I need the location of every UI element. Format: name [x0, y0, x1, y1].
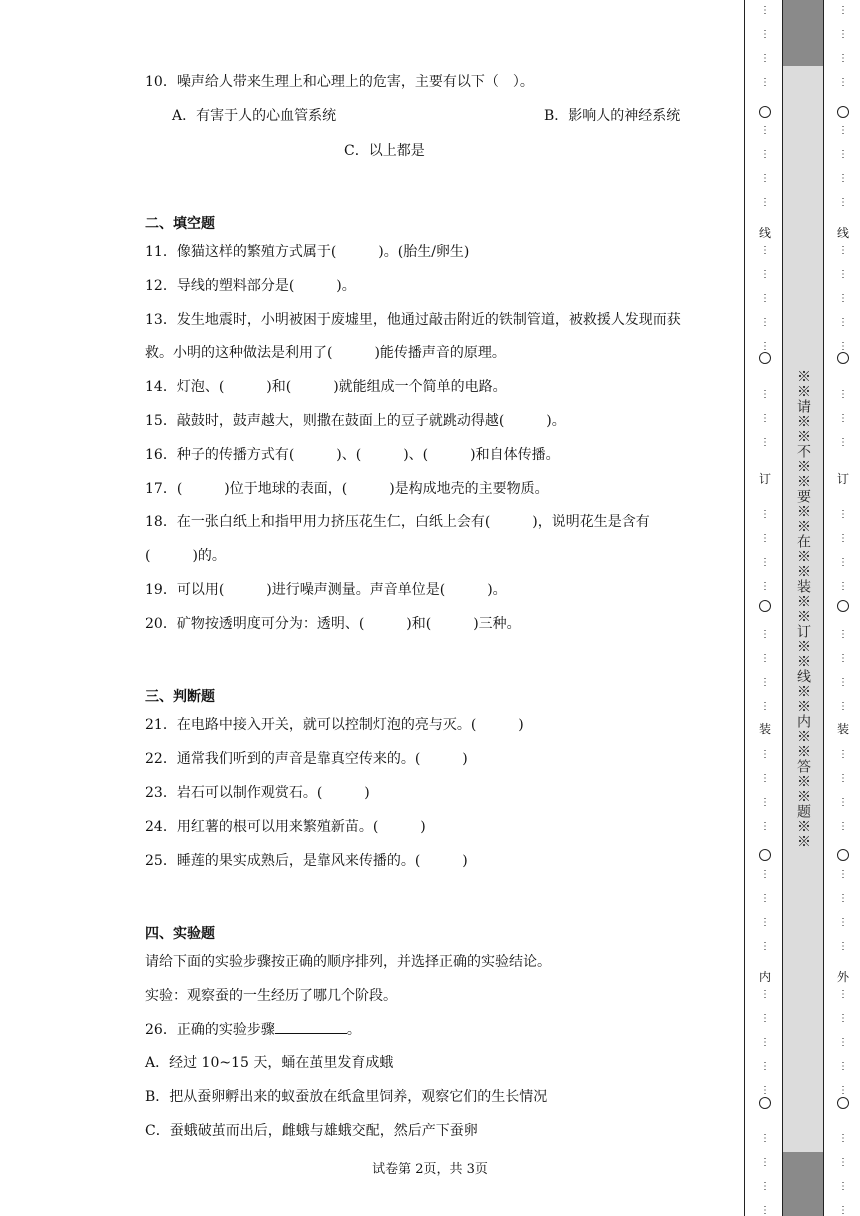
- binding-dots: ⋮: [760, 509, 770, 520]
- binding-dots: ⋮: [760, 677, 770, 688]
- binding-dots: ⋮: [838, 1085, 848, 1096]
- binding-dots: ⋮: [760, 125, 770, 136]
- binding-dots: ⋮: [760, 701, 770, 712]
- binding-dots: ⋮: [760, 173, 770, 184]
- binding-border-left: [744, 0, 745, 1216]
- binding-dots: ⋮: [760, 1061, 770, 1072]
- binding-dots: ⋮: [838, 245, 848, 256]
- question-10-stem: 10．噪声给人带来生理上和心理上的危害，主要有以下（ ）。: [145, 74, 534, 90]
- binding-dots: ⋮: [838, 1037, 848, 1048]
- page-footer: 试卷第 2页，共 3页: [372, 1162, 488, 1177]
- binding-dots: ⋮: [760, 53, 770, 64]
- question-24: 24．用红薯的根可以用来繁殖新苗。( ): [145, 819, 426, 835]
- binding-dots: ⋮: [760, 1085, 770, 1096]
- binding-outer-column: [832, 0, 854, 1216]
- binding-dots: ⋮: [760, 413, 770, 424]
- binding-dots: ⋮: [838, 1061, 848, 1072]
- binding-dots: ⋮: [838, 293, 848, 304]
- binding-dots: ⋮: [760, 1013, 770, 1024]
- experiment-step-c: C．蚕蛾破茧而出后，雌蛾与雄蛾交配，然后产下蚕卵: [145, 1123, 478, 1139]
- experiment-instruction: 请给下面的实验步骤按正确的顺序排列，并选择正确的实验结论。: [145, 954, 551, 970]
- experiment-step-b: B．把从蚕卵孵出来的蚁蚕放在纸盒里饲养，观察它们的生长情况: [145, 1089, 548, 1105]
- binding-dots: ⋮: [838, 341, 848, 352]
- binding-dots: ⋮: [760, 389, 770, 400]
- binding-dots: ⋮: [838, 797, 848, 808]
- question-22: 22．通常我们听到的声音是靠真空传来的。( ): [145, 751, 468, 767]
- binding-dots: ⋮: [838, 1013, 848, 1024]
- question-10-option-b: B．影响人的神经系统: [544, 108, 681, 124]
- question-20: 20．矿物按透明度可分为：透明、( )和( )三种。: [145, 616, 521, 632]
- binding-dots: ⋮: [760, 269, 770, 280]
- binding-dots: ⋮: [760, 773, 770, 784]
- experiment-description: 实验：观察蚕的一生经历了哪几个阶段。: [145, 988, 397, 1004]
- binding-dots: ⋮: [838, 29, 848, 40]
- binding-char-ding: 订: [758, 472, 771, 486]
- binding-dots: ⋮: [838, 5, 848, 16]
- question-21: 21．在电路中接入开关，就可以控制灯泡的亮与灭。( ): [145, 717, 524, 733]
- question-23: 23．岩石可以制作观赏石。( ): [145, 785, 370, 801]
- binding-dots: ⋮: [760, 1037, 770, 1048]
- question-10-option-c: C．以上都是: [344, 143, 425, 159]
- binding-dots: ⋮: [838, 317, 848, 328]
- question-18-line1: 18．在一张白纸上和指甲用力挤压花生仁，白纸上会有( )，说明花生是含有: [145, 514, 650, 530]
- question-17: 17．( )位于地球的表面，( )是构成地壳的主要物质。: [145, 481, 549, 497]
- binding-dots: ⋮: [838, 581, 848, 592]
- binding-dots: ⋮: [838, 557, 848, 568]
- experiment-step-a: A．经过 10~15 天，蛹在茧里发育成蛾: [145, 1055, 394, 1071]
- binding-dots: ⋮: [760, 1181, 770, 1192]
- binding-circle: [759, 1097, 771, 1109]
- question-16: 16．种子的传播方式有( )、( )、( )和自体传播。: [145, 447, 560, 463]
- binding-char-zhuang: 装: [836, 722, 849, 736]
- binding-dots: ⋮: [838, 701, 848, 712]
- binding-dots: ⋮: [760, 749, 770, 760]
- binding-dots: ⋮: [838, 533, 848, 544]
- binding-circle: [759, 849, 771, 861]
- binding-dots: ⋮: [838, 917, 848, 928]
- binding-dots: ⋮: [838, 77, 848, 88]
- binding-dots: ⋮: [838, 749, 848, 760]
- binding-circle: [837, 106, 849, 118]
- binding-dots: ⋮: [838, 773, 848, 784]
- answer-blank: [275, 1019, 347, 1034]
- binding-dots: ⋮: [760, 917, 770, 928]
- question-26-end: 。: [346, 1022, 361, 1038]
- binding-dots: ⋮: [838, 1157, 848, 1168]
- binding-char-wai: 外: [836, 970, 849, 984]
- binding-dots: ⋮: [838, 629, 848, 640]
- binding-dots: ⋮: [760, 293, 770, 304]
- question-26: [145, 1019, 361, 1040]
- binding-dots: ⋮: [760, 893, 770, 904]
- binding-dots: ⋮: [760, 653, 770, 664]
- question-11: 11．像猫这样的繁殖方式属于( )。(胎生/卵生): [145, 244, 470, 260]
- question-26-stem: 26．正确的实验步骤: [145, 1022, 275, 1038]
- binding-warning: [783, 66, 823, 1152]
- binding-dots: ⋮: [838, 269, 848, 280]
- question-12: 12．导线的塑料部分是( )。: [145, 278, 356, 294]
- binding-dots: ⋮: [760, 1157, 770, 1168]
- question-10-option-a: A．有害于人的心血管系统: [172, 108, 337, 124]
- question-13-line2: 救。小明的这种做法是利用了( )能传播声音的原理。: [145, 345, 506, 361]
- binding-circle: [759, 352, 771, 364]
- binding-dots: ⋮: [838, 653, 848, 664]
- binding-dots: ⋮: [838, 437, 848, 448]
- binding-dots: ⋮: [760, 197, 770, 208]
- binding-dots: ⋮: [760, 557, 770, 568]
- binding-dots: ⋮: [838, 1181, 848, 1192]
- binding-dots: ⋮: [838, 53, 848, 64]
- binding-dots: ⋮: [838, 149, 848, 160]
- binding-circle: [837, 600, 849, 612]
- binding-circle: [837, 849, 849, 861]
- binding-dots: ⋮: [760, 77, 770, 88]
- binding-circle: [837, 352, 849, 364]
- binding-dots: ⋮: [760, 1205, 770, 1216]
- binding-dots: ⋮: [760, 797, 770, 808]
- binding-dots: ⋮: [760, 29, 770, 40]
- binding-dots: ⋮: [838, 941, 848, 952]
- binding-dots: ⋮: [760, 1133, 770, 1144]
- binding-dots: ⋮: [838, 413, 848, 424]
- binding-warning-text: ※※请※※不※※要※※在※※装※※订※※线※※内※※答※※题※※: [795, 369, 811, 849]
- binding-circle: [759, 600, 771, 612]
- binding-dots: ⋮: [760, 341, 770, 352]
- binding-dots: ⋮: [838, 1205, 848, 1216]
- binding-dots: ⋮: [760, 317, 770, 328]
- section-experiment-heading: 四、实验题: [145, 926, 215, 942]
- binding-border-mid-right: [823, 0, 824, 1216]
- binding-dots: ⋮: [838, 821, 848, 832]
- question-19: 19．可以用( )进行噪声测量。声音单位是( )。: [145, 582, 507, 598]
- binding-char-nei: 内: [758, 970, 771, 984]
- binding-dots: ⋮: [760, 869, 770, 880]
- binding-dots: ⋮: [838, 677, 848, 688]
- binding-dots: ⋮: [838, 869, 848, 880]
- binding-gray-bottom: [783, 1152, 823, 1216]
- binding-char-ding: 订: [836, 472, 849, 486]
- question-13-line1: 13．发生地震时，小明被困于废墟里，他通过敲击附近的铁制管道，被救援人发现而获: [145, 312, 681, 328]
- question-25: 25．睡莲的果实成熟后，是靠风来传播的。( ): [145, 853, 468, 869]
- binding-char-zhuang: 装: [758, 722, 771, 736]
- question-15: 15．敲鼓时，鼓声越大，则撒在鼓面上的豆子就跳动得越( )。: [145, 413, 566, 429]
- binding-dots: ⋮: [838, 893, 848, 904]
- binding-dots: ⋮: [760, 989, 770, 1000]
- binding-circle: [837, 1097, 849, 1109]
- binding-dots: ⋮: [838, 197, 848, 208]
- binding-char-xian: 线: [836, 226, 849, 240]
- binding-dots: ⋮: [838, 173, 848, 184]
- binding-dots: ⋮: [760, 245, 770, 256]
- binding-dots: ⋮: [838, 1133, 848, 1144]
- binding-dots: ⋮: [838, 509, 848, 520]
- section-judgement-heading: 三、判断题: [145, 689, 215, 705]
- binding-gray-top: [783, 0, 823, 66]
- binding-inner-column: [754, 0, 776, 1216]
- binding-dots: ⋮: [760, 821, 770, 832]
- binding-dots: ⋮: [760, 941, 770, 952]
- binding-dots: ⋮: [760, 5, 770, 16]
- binding-dots: ⋮: [760, 437, 770, 448]
- binding-dots: ⋮: [760, 581, 770, 592]
- binding-dots: ⋮: [760, 149, 770, 160]
- binding-circle: [759, 106, 771, 118]
- binding-dots: ⋮: [760, 533, 770, 544]
- binding-dots: ⋮: [838, 389, 848, 400]
- binding-dots: ⋮: [838, 989, 848, 1000]
- question-14: 14．灯泡、( )和( )就能组成一个简单的电路。: [145, 379, 507, 395]
- section-fill-in-heading: 二、填空题: [145, 216, 215, 232]
- question-18-line2: ( )的。: [145, 548, 226, 564]
- binding-dots: ⋮: [760, 629, 770, 640]
- binding-char-xian: 线: [758, 226, 771, 240]
- binding-dots: ⋮: [838, 125, 848, 136]
